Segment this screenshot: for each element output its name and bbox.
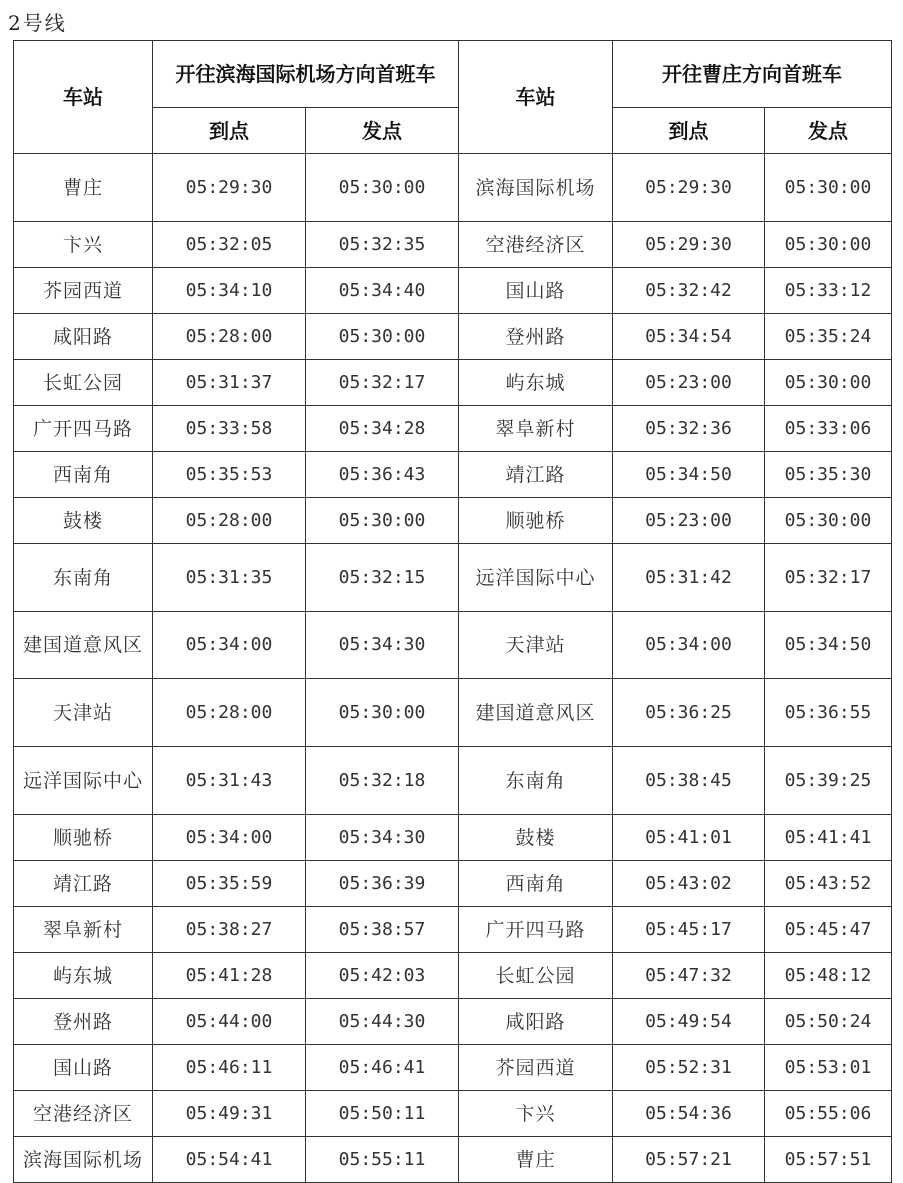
- depart-left-cell: 05:32:35: [306, 222, 459, 268]
- station-left-cell: 长虹公园: [14, 360, 153, 406]
- header-station-left: 车站: [14, 41, 153, 154]
- depart-right-cell: 05:35:30: [765, 452, 892, 498]
- depart-left-cell: 05:32:15: [306, 544, 459, 612]
- arrive-left-cell: 05:33:58: [153, 406, 306, 452]
- depart-right-cell: 05:30:00: [765, 498, 892, 544]
- arrive-left-cell: 05:38:27: [153, 907, 306, 953]
- arrive-right-cell: 05:34:50: [613, 452, 765, 498]
- station-right-cell: 广开四马路: [459, 907, 613, 953]
- arrive-left-cell: 05:35:53: [153, 452, 306, 498]
- depart-left-cell: 05:34:40: [306, 268, 459, 314]
- station-left-cell: 西南角: [14, 452, 153, 498]
- depart-left-cell: 05:34:30: [306, 612, 459, 679]
- arrive-left-cell: 05:29:30: [153, 154, 306, 222]
- depart-left-cell: 05:32:17: [306, 360, 459, 406]
- arrive-right-cell: 05:54:36: [613, 1091, 765, 1137]
- station-right-cell: 西南角: [459, 861, 613, 907]
- timetable-body: [14, 154, 892, 1183]
- header-direction-airport: 开往滨海国际机场方向首班车: [153, 41, 459, 108]
- depart-left-cell: 05:50:11: [306, 1091, 459, 1137]
- arrive-left-cell: 05:28:00: [153, 314, 306, 360]
- table-row: [14, 498, 892, 544]
- header-depart-left: 发点: [306, 108, 459, 154]
- depart-left-cell: 05:44:30: [306, 999, 459, 1045]
- arrive-right-cell: 05:43:02: [613, 861, 765, 907]
- station-right-cell: 翠阜新村: [459, 406, 613, 452]
- arrive-right-cell: 05:52:31: [613, 1045, 765, 1091]
- depart-right-cell: 05:39:25: [765, 747, 892, 815]
- table-row: [14, 1137, 892, 1183]
- arrive-right-cell: 05:34:00: [613, 612, 765, 679]
- table-row: [14, 154, 892, 222]
- depart-left-cell: 05:34:30: [306, 815, 459, 861]
- station-left-cell: 鼓楼: [14, 498, 153, 544]
- arrive-right-cell: 05:29:30: [613, 222, 765, 268]
- depart-left-cell: 05:34:28: [306, 406, 459, 452]
- station-left-cell: 屿东城: [14, 953, 153, 999]
- depart-right-cell: 05:53:01: [765, 1045, 892, 1091]
- depart-right-cell: 05:35:24: [765, 314, 892, 360]
- station-right-cell: 卞兴: [459, 1091, 613, 1137]
- table-row: [14, 679, 892, 747]
- depart-left-cell: 05:36:39: [306, 861, 459, 907]
- depart-right-cell: 05:33:06: [765, 406, 892, 452]
- depart-right-cell: 05:45:47: [765, 907, 892, 953]
- table-row: [14, 314, 892, 360]
- station-right-cell: 曹庄: [459, 1137, 613, 1183]
- arrive-right-cell: 05:29:30: [613, 154, 765, 222]
- depart-left-cell: 05:36:43: [306, 452, 459, 498]
- table-row: [14, 612, 892, 679]
- station-right-cell: 东南角: [459, 747, 613, 815]
- arrive-left-cell: 05:32:05: [153, 222, 306, 268]
- depart-right-cell: 05:57:51: [765, 1137, 892, 1183]
- table-row: [14, 406, 892, 452]
- arrive-right-cell: 05:38:45: [613, 747, 765, 815]
- depart-right-cell: 05:55:06: [765, 1091, 892, 1137]
- header-arrive-left: 到点: [153, 108, 306, 154]
- arrive-right-cell: 05:23:00: [613, 360, 765, 406]
- arrive-right-cell: 05:57:21: [613, 1137, 765, 1183]
- arrive-left-cell: 05:34:10: [153, 268, 306, 314]
- station-left-cell: 顺驰桥: [14, 815, 153, 861]
- station-left-cell: 空港经济区: [14, 1091, 153, 1137]
- arrive-left-cell: 05:41:28: [153, 953, 306, 999]
- depart-left-cell: 05:46:41: [306, 1045, 459, 1091]
- arrive-left-cell: 05:34:00: [153, 815, 306, 861]
- station-left-cell: 芥园西道: [14, 268, 153, 314]
- depart-left-cell: 05:30:00: [306, 154, 459, 222]
- table-row: [14, 222, 892, 268]
- page-title: 2号线: [8, 11, 67, 35]
- table-row: [14, 268, 892, 314]
- arrive-right-cell: 05:41:01: [613, 815, 765, 861]
- station-left-cell: 靖江路: [14, 861, 153, 907]
- arrive-right-cell: 05:49:54: [613, 999, 765, 1045]
- arrive-right-cell: 05:32:36: [613, 406, 765, 452]
- depart-left-cell: 05:42:03: [306, 953, 459, 999]
- station-left-cell: 建国道意风区: [14, 612, 153, 679]
- station-left-cell: 登州路: [14, 999, 153, 1045]
- station-left-cell: 东南角: [14, 544, 153, 612]
- station-right-cell: 长虹公园: [459, 953, 613, 999]
- depart-right-cell: 05:30:00: [765, 360, 892, 406]
- arrive-right-cell: 05:45:17: [613, 907, 765, 953]
- station-left-cell: 咸阳路: [14, 314, 153, 360]
- arrive-left-cell: 05:35:59: [153, 861, 306, 907]
- station-right-cell: 国山路: [459, 268, 613, 314]
- station-right-cell: 空港经济区: [459, 222, 613, 268]
- arrive-right-cell: 05:47:32: [613, 953, 765, 999]
- arrive-left-cell: 05:31:37: [153, 360, 306, 406]
- table-row: [14, 999, 892, 1045]
- arrive-left-cell: 05:28:00: [153, 498, 306, 544]
- header-station-right: 车站: [459, 41, 613, 154]
- depart-right-cell: 05:48:12: [765, 953, 892, 999]
- station-left-cell: 国山路: [14, 1045, 153, 1091]
- header-arrive-right: 到点: [613, 108, 765, 154]
- table-row: [14, 1045, 892, 1091]
- arrive-left-cell: 05:49:31: [153, 1091, 306, 1137]
- depart-right-cell: 05:30:00: [765, 154, 892, 222]
- station-left-cell: 翠阜新村: [14, 907, 153, 953]
- station-right-cell: 远洋国际中心: [459, 544, 613, 612]
- arrive-right-cell: 05:31:42: [613, 544, 765, 612]
- arrive-left-cell: 05:44:00: [153, 999, 306, 1045]
- depart-left-cell: 05:32:18: [306, 747, 459, 815]
- station-right-cell: 登州路: [459, 314, 613, 360]
- station-right-cell: 滨海国际机场: [459, 154, 613, 222]
- arrive-right-cell: 05:34:54: [613, 314, 765, 360]
- depart-right-cell: 05:41:41: [765, 815, 892, 861]
- station-left-cell: 天津站: [14, 679, 153, 747]
- depart-left-cell: 05:30:00: [306, 679, 459, 747]
- station-right-cell: 芥园西道: [459, 1045, 613, 1091]
- timetable: [13, 40, 892, 1183]
- arrive-left-cell: 05:31:43: [153, 747, 306, 815]
- station-right-cell: 天津站: [459, 612, 613, 679]
- station-right-cell: 屿东城: [459, 360, 613, 406]
- depart-right-cell: 05:32:17: [765, 544, 892, 612]
- depart-right-cell: 05:36:55: [765, 679, 892, 747]
- arrive-left-cell: 05:46:11: [153, 1045, 306, 1091]
- station-left-cell: 广开四马路: [14, 406, 153, 452]
- arrive-left-cell: 05:31:35: [153, 544, 306, 612]
- station-left-cell: 远洋国际中心: [14, 747, 153, 815]
- depart-right-cell: 05:30:00: [765, 222, 892, 268]
- table-row: [14, 360, 892, 406]
- depart-right-cell: 05:33:12: [765, 268, 892, 314]
- table-row: [14, 1091, 892, 1137]
- table-row: [14, 544, 892, 612]
- station-right-cell: 咸阳路: [459, 999, 613, 1045]
- depart-right-cell: 05:50:24: [765, 999, 892, 1045]
- arrive-right-cell: 05:23:00: [613, 498, 765, 544]
- depart-left-cell: 05:38:57: [306, 907, 459, 953]
- table-row: [14, 861, 892, 907]
- station-right-cell: 顺驰桥: [459, 498, 613, 544]
- arrive-left-cell: 05:34:00: [153, 612, 306, 679]
- depart-right-cell: 05:43:52: [765, 861, 892, 907]
- table-row: [14, 452, 892, 498]
- depart-right-cell: 05:34:50: [765, 612, 892, 679]
- depart-left-cell: 05:30:00: [306, 498, 459, 544]
- header-depart-right: 发点: [765, 108, 892, 154]
- table-row: [14, 953, 892, 999]
- header-direction-caozhuang: 开往曹庄方向首班车: [613, 41, 892, 108]
- arrive-right-cell: 05:32:42: [613, 268, 765, 314]
- arrive-right-cell: 05:36:25: [613, 679, 765, 747]
- station-left-cell: 卞兴: [14, 222, 153, 268]
- station-right-cell: 靖江路: [459, 452, 613, 498]
- arrive-left-cell: 05:28:00: [153, 679, 306, 747]
- station-left-cell: 滨海国际机场: [14, 1137, 153, 1183]
- table-row: [14, 907, 892, 953]
- table-row: [14, 815, 892, 861]
- station-right-cell: 鼓楼: [459, 815, 613, 861]
- table-row: [14, 747, 892, 815]
- station-left-cell: 曹庄: [14, 154, 153, 222]
- arrive-left-cell: 05:54:41: [153, 1137, 306, 1183]
- depart-left-cell: 05:55:11: [306, 1137, 459, 1183]
- station-right-cell: 建国道意风区: [459, 679, 613, 747]
- depart-left-cell: 05:30:00: [306, 314, 459, 360]
